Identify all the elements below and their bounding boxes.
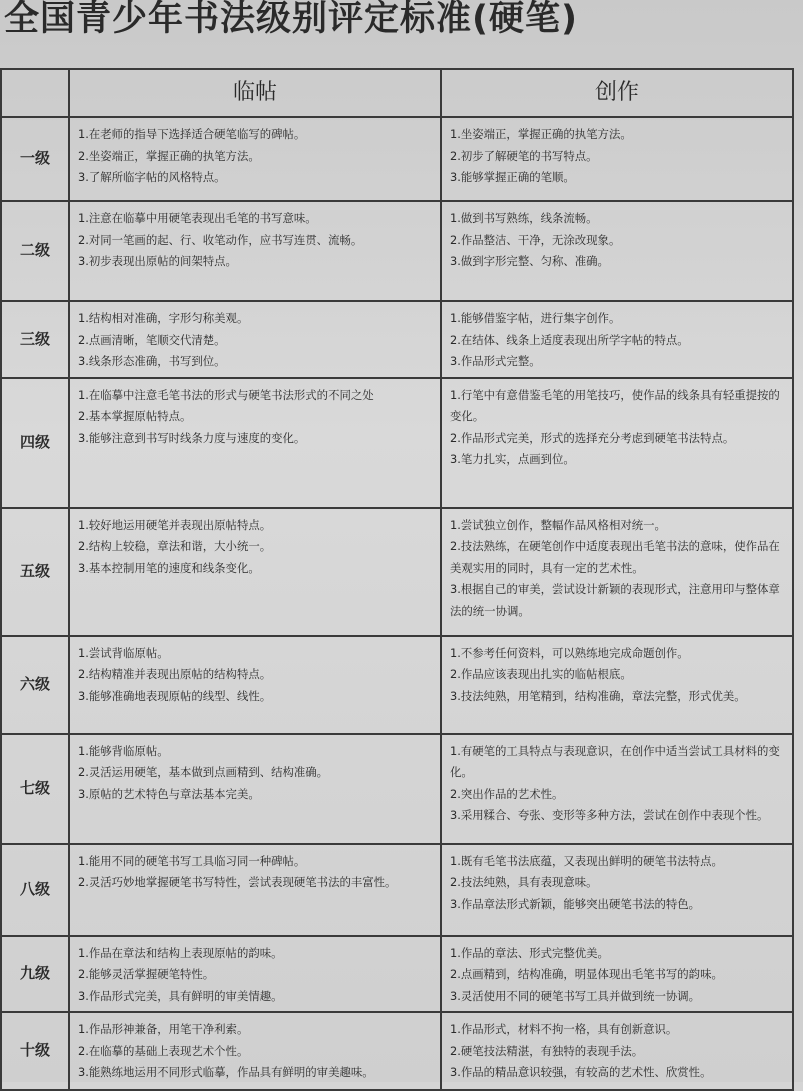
criterion-line: 2.作品应该表现出扎实的临帖根底。	[450, 667, 632, 681]
lintie-cell	[69, 201, 441, 301]
criterion-line: 2.点画清晰，笔顺交代清楚。	[78, 332, 226, 347]
criterion-line: 3.做到字形完整、匀称、准确。	[450, 254, 609, 268]
level-label: 三级	[1, 301, 69, 378]
level-label: 一级	[1, 117, 69, 201]
criterion-line: 2.硬笔技法精湛，有独特的表现手法。	[450, 1043, 644, 1058]
criterion-line: 2.能够灵活掌握硬笔特性。	[78, 967, 215, 981]
poster-title: 全国青少年书法级别评定标准(硬笔)	[4, 0, 578, 39]
criterion-line: 3.能够掌握正确的笔顺。	[450, 170, 575, 184]
criterion-line: 1.在临摹中注意毛笔书法的形式与硬笔书法形式的不同之处	[78, 387, 374, 402]
lintie-cell	[69, 301, 441, 378]
criterion-line: 3.了解所临字帖的风格特点。	[78, 170, 226, 184]
criterion-line: 2.在临摹的基础上表现艺术个性。	[78, 1043, 249, 1058]
criterion-line: 1.能够借鉴字帖，进行集字创作。	[450, 311, 621, 325]
column-header-lintie: 临帖	[69, 69, 441, 117]
criterion-line: 3.能够注意到书写时线条力度与速度的变化。	[78, 430, 306, 445]
criterion-line: 1.行笔中有意借鉴毛笔的用笔技巧，使作品的线条具有轻重提按的变化。	[450, 387, 780, 423]
criterion-line: 3.作品形式完整。	[450, 354, 541, 368]
criterion-line: 2.对同一笔画的起、行、收笔动作，应书写连贯、流畅。	[78, 232, 363, 247]
criterion-line: 3.能够准确地表现原帖的线型、线性。	[78, 688, 272, 703]
table-row	[1, 1012, 793, 1090]
level-label: 七级	[1, 734, 69, 844]
level-label: 五级	[1, 508, 69, 636]
chuangzuo-cell	[441, 636, 793, 734]
criterion-line: 3.基本控制用笔的速度和线条变化。	[78, 560, 260, 575]
criterion-line: 3.根据自己的审美，尝试设计新颖的表现形式，注意用印与整体章法的统一协调。	[450, 582, 780, 618]
criterion-line: 2.坐姿端正，掌握正确的执笔方法。	[78, 148, 260, 163]
table-row	[1, 936, 793, 1013]
chuangzuo-cell	[441, 1012, 793, 1090]
level-label: 四级	[1, 378, 69, 508]
criterion-line: 1.作品形式，材料不拘一格，具有创新意识。	[450, 1022, 678, 1036]
table-row	[1, 378, 793, 508]
chuangzuo-cell	[441, 844, 793, 936]
criterion-line: 2.基本掌握原帖特点。	[78, 409, 192, 423]
level-label: 二级	[1, 201, 69, 301]
criterion-line: 2.突出作品的艺术性。	[450, 786, 564, 801]
criterion-line: 1.结构相对准确，字形匀称美观。	[78, 311, 249, 325]
criterion-line: 1.能够背临原帖。	[78, 743, 169, 758]
criterion-line: 2.初步了解硬笔的书写特点。	[450, 148, 598, 163]
level-label: 六级	[1, 636, 69, 734]
lintie-cell	[69, 844, 441, 936]
criterion-line: 3.作品的精品意识较强，有较高的艺术性、欣赏性。	[450, 1065, 712, 1079]
criterion-line: 3.原帖的艺术特色与章法基本完美。	[78, 786, 260, 801]
criterion-line: 3.线条形态准确，书写到位。	[78, 354, 226, 368]
criterion-line: 2.结构上较稳，章法和谐，大小统一。	[78, 539, 272, 553]
criterion-line: 1.作品形神兼备，用笔干净利索。	[78, 1022, 249, 1036]
chuangzuo-cell	[441, 301, 793, 378]
lintie-cell	[69, 117, 441, 201]
criterion-line: 3.笔力扎实，点画到位。	[450, 452, 575, 466]
chuangzuo-cell	[441, 936, 793, 1013]
table-row	[1, 734, 793, 844]
lintie-cell	[69, 1012, 441, 1090]
criterion-line: 1.较好地运用硬笔并表现出原帖特点。	[78, 517, 272, 532]
table-row	[1, 117, 793, 201]
chuangzuo-cell	[441, 508, 793, 636]
level-label: 十级	[1, 1012, 69, 1090]
criterion-line: 1.作品的章法、形式完整优美。	[450, 945, 609, 960]
criterion-line: 1.能用不同的硬笔书写工具临习同一种碑帖。	[78, 853, 306, 868]
criterion-line: 1.做到书写熟练，线条流畅。	[450, 211, 598, 225]
criterion-line: 3.作品章法形式新颖，能够突出硬笔书法的特色。	[450, 896, 701, 911]
chuangzuo-cell	[441, 201, 793, 301]
criterion-line: 2.技法纯熟，具有表现意味。	[450, 875, 598, 889]
criterion-line: 2.作品整洁、干净，无涂改现象。	[450, 232, 621, 247]
lintie-cell	[69, 378, 441, 508]
table-row	[1, 301, 793, 378]
criterion-line: 2.灵活运用硬笔，基本做到点画精到、结构准确。	[78, 765, 329, 779]
criterion-line: 3.作品形式完美，具有鲜明的审美情趣。	[78, 988, 283, 1003]
criterion-line: 1.注意在临摹中用硬笔表现出毛笔的书写意味。	[78, 211, 317, 225]
lintie-cell	[69, 734, 441, 844]
criterion-line: 2.在结体、线条上适度表现出所学字帖的特点。	[450, 332, 689, 347]
corner-cell	[1, 69, 69, 117]
criterion-line: 2.结构精准并表现出原帖的结构特点。	[78, 667, 272, 681]
criterion-line: 3.能熟练地运用不同形式临摹，作品具有鲜明的审美趣味。	[78, 1065, 374, 1079]
chuangzuo-cell	[441, 117, 793, 201]
criterion-line: 1.尝试背临原帖。	[78, 645, 169, 660]
criterion-line: 1.坐姿端正，掌握正确的执笔方法。	[450, 127, 632, 141]
criterion-line: 2.点画精到，结构准确，明显体现出毛笔书写的韵味。	[450, 967, 723, 981]
criterion-line: 3.初步表现出原帖的间架特点。	[78, 254, 237, 268]
table-body	[1, 69, 793, 1090]
column-header-chuangzuo: 创作	[441, 69, 793, 117]
chuangzuo-cell	[441, 378, 793, 508]
header-row	[1, 69, 793, 117]
criterion-line: 1.既有毛笔书法底蕴，又表现出鲜明的硬笔书法特点。	[450, 853, 723, 868]
criterion-line: 1.尝试独立创作，整幅作品风格相对统一。	[450, 517, 666, 532]
criterion-line: 3.采用糅合、夸张、变形等多种方法，尝试在创作中表现个性。	[450, 808, 769, 822]
criterion-line: 2.灵活巧妙地掌握硬笔书写特性，尝试表现硬笔书法的丰富性。	[78, 875, 397, 889]
level-label: 九级	[1, 936, 69, 1013]
criterion-line: 3.灵活使用不同的硬笔书写工具并做到统一协调。	[450, 988, 701, 1003]
criterion-line: 2.作品形式完美，形式的选择充分考虑到硬笔书法特点。	[450, 430, 735, 445]
lintie-cell	[69, 936, 441, 1013]
criterion-line: 1.有硬笔的工具特点与表现意识，在创作中适当尝试工具材料的变化。	[450, 743, 780, 779]
table-row	[1, 844, 793, 936]
criterion-line: 3.技法纯熟，用笔精到，结构准确，章法完整，形式优美。	[450, 688, 746, 703]
lintie-cell	[69, 636, 441, 734]
table-row	[1, 636, 793, 734]
criterion-line: 2.技法熟练，在硬笔创作中适度表现出毛笔书法的意味，使作品在美观实用的同时，具有一定的艺术性。	[450, 539, 780, 575]
criterion-line: 1.在老师的指导下选择适合硬笔临写的碑帖。	[78, 127, 306, 141]
criterion-line: 1.不参考任何资料，可以熟练地完成命题创作。	[450, 645, 689, 660]
table-row	[1, 508, 793, 636]
table-row	[1, 201, 793, 301]
lintie-cell	[69, 508, 441, 636]
standards-table	[0, 68, 794, 1091]
chuangzuo-cell	[441, 734, 793, 844]
criterion-line: 1.作品在章法和结构上表现原帖的韵味。	[78, 945, 283, 960]
level-label: 八级	[1, 844, 69, 936]
